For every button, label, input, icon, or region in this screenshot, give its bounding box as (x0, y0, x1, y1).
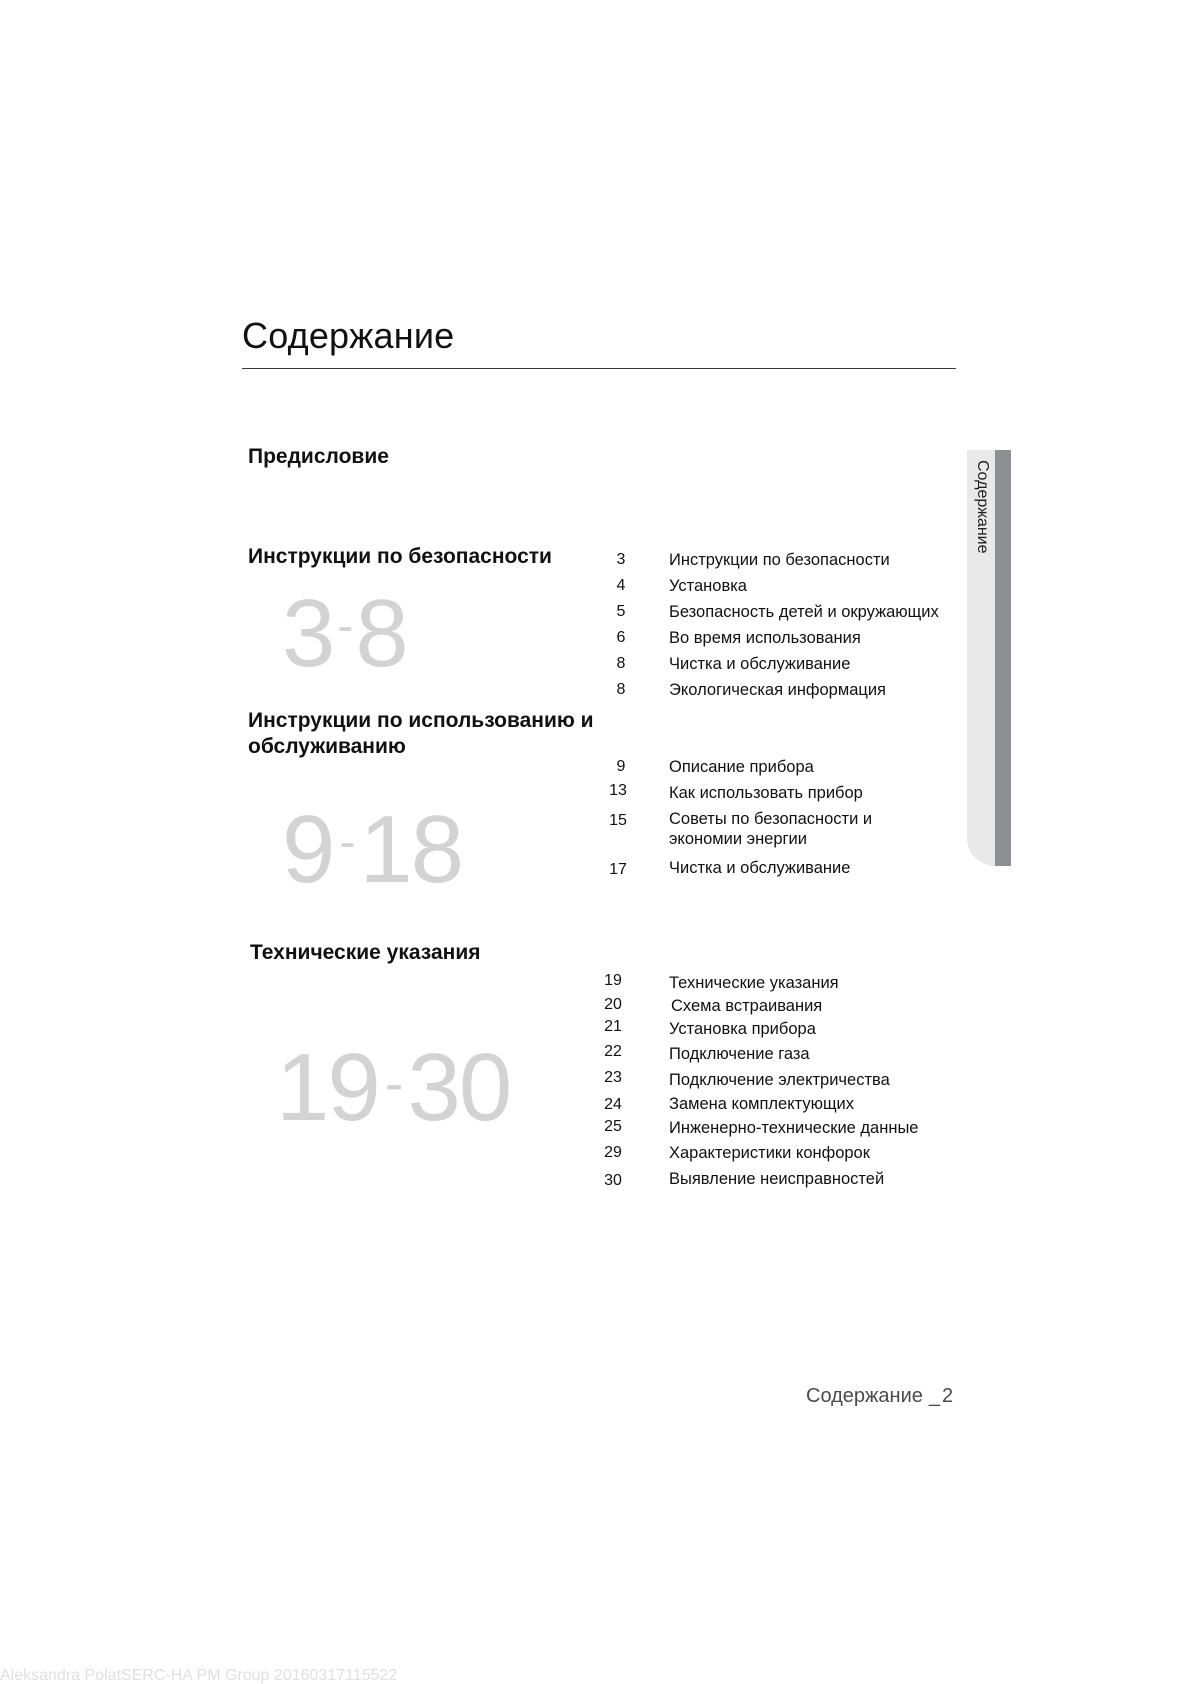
toc-page-number: 30 (604, 1172, 622, 1189)
range-safety (282, 580, 407, 687)
toc-entry[interactable]: Инженерно-технические данные (669, 1119, 919, 1137)
toc-entry[interactable]: Выявление неисправностей (669, 1170, 885, 1188)
toc-entry-line: Советы по безопасности и (669, 810, 873, 828)
footer-section: Содержание (806, 1385, 923, 1407)
toc-entry-line: экономии энергии (669, 830, 807, 848)
toc-entry[interactable]: Подключение газа (669, 1045, 810, 1063)
toc-entry[interactable]: Безопасность детей и окружающих (669, 603, 939, 621)
toc-entry[interactable]: Инструкции по безопасности (669, 551, 890, 569)
toc-page-number: 9 (616, 758, 626, 775)
range-dash: - (337, 600, 352, 653)
footer (806, 1384, 953, 1408)
title-divider (242, 368, 956, 369)
toc-entry[interactable]: Установка (669, 577, 747, 595)
section-heading-technical[interactable]: Технические указания (250, 941, 481, 964)
toc-entry[interactable]: Подключение электричества (669, 1071, 890, 1089)
toc-page-number: 24 (604, 1096, 622, 1113)
toc-page-number: 20 (604, 996, 622, 1013)
toc-page-number: 25 (604, 1118, 622, 1135)
toc-page-number: 15 (609, 812, 627, 829)
toc-entry[interactable]: Во время использования (669, 629, 861, 647)
toc-entry[interactable]: Описание прибора (669, 758, 814, 776)
toc-page-number: 22 (604, 1043, 622, 1060)
toc-page-number: 13 (609, 782, 627, 799)
toc-entry[interactable]: Схема встраивания (671, 997, 823, 1015)
toc-entry[interactable]: Характеристики конфорок (669, 1144, 870, 1162)
toc-entry[interactable]: Установка прибора (669, 1020, 816, 1038)
section-heading-preface[interactable]: Предисловие (248, 445, 389, 468)
toc-page-number: 5 (616, 603, 626, 620)
page-title: Содержание (242, 315, 455, 356)
section-heading-usage[interactable] (248, 708, 594, 760)
footer-page-number: 2 (942, 1385, 954, 1407)
toc-entry[interactable] (669, 809, 872, 849)
section-heading-line: Инструкции по использованию и (248, 709, 594, 732)
toc-page-number: 17 (609, 861, 627, 878)
side-tab-bar (995, 450, 1011, 866)
range-start: 3 (282, 580, 334, 687)
toc-page-number: 29 (604, 1144, 622, 1161)
toc-page-number: 6 (616, 629, 626, 646)
toc-entry[interactable]: Экологическая информация (669, 681, 886, 699)
range-end: 30 (407, 1034, 511, 1141)
toc-page-number: 19 (604, 972, 622, 989)
toc-entry[interactable]: Чистка и обслуживание (669, 859, 851, 877)
section-heading-line: обслуживанию (248, 735, 406, 758)
range-start: 19 (276, 1034, 379, 1141)
range-end: 8 (355, 580, 407, 687)
footer-separator: _ (928, 1385, 941, 1407)
toc-page-number: 8 (616, 681, 626, 698)
range-dash: - (384, 1051, 402, 1114)
range-dash: - (339, 816, 354, 869)
section-heading-safety[interactable]: Инструкции по безопасности (248, 545, 552, 568)
toc-entry[interactable]: Как использовать прибор (669, 784, 863, 802)
range-usage (282, 796, 463, 903)
toc-page-number: 4 (616, 577, 626, 594)
toc-page-number: 3 (616, 551, 626, 568)
range-start: 9 (282, 796, 334, 903)
watermark: Aleksandra PolatSERC-HA PM Group 20160317115522 (0, 1667, 398, 1684)
toc-page-number: 23 (604, 1069, 622, 1086)
side-tab-label[interactable]: Содержание (974, 460, 991, 554)
toc-page-number: 8 (616, 655, 626, 672)
toc-entry[interactable]: Замена комплектующих (669, 1095, 855, 1113)
toc-page-number: 21 (604, 1018, 622, 1035)
range-end: 18 (359, 796, 463, 903)
toc-entry[interactable]: Технические указания (669, 974, 839, 992)
range-technical (276, 1034, 511, 1141)
toc-entry[interactable]: Чистка и обслуживание (669, 655, 851, 673)
